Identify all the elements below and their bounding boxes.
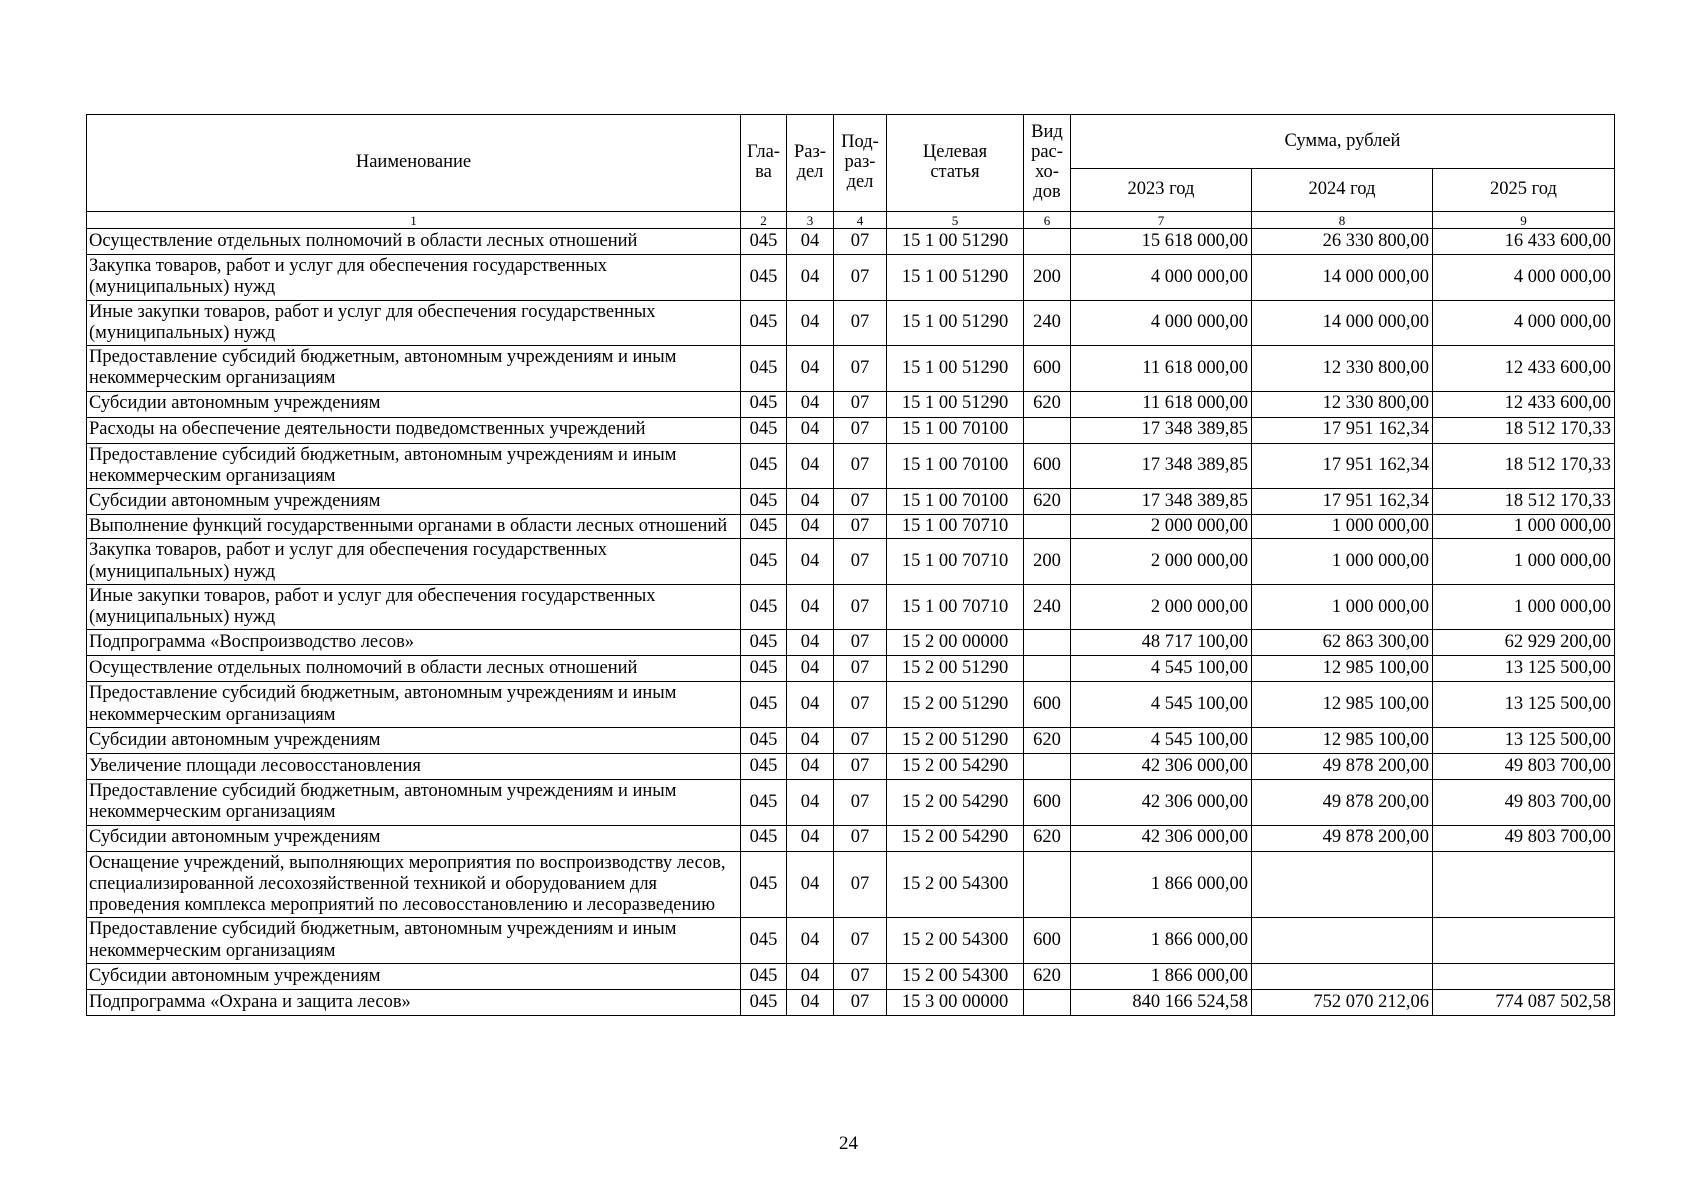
row-sum-2024: 49 878 200,00 (1252, 753, 1433, 779)
row-section: 04 (787, 727, 834, 753)
row-chapter: 045 (741, 851, 787, 918)
row-expense-type (1024, 989, 1071, 1015)
row-expense-type: 240 (1024, 584, 1071, 630)
row-sum-2024: 17 951 162,34 (1252, 443, 1433, 489)
row-subsection: 07 (834, 300, 887, 346)
row-name: Предоставление субсидий бюджетным, автономным учреждениям и иным некоммерческим организациям (87, 779, 741, 825)
column-number-1: 1 (87, 212, 741, 229)
row-section: 04 (787, 515, 834, 539)
row-chapter: 045 (741, 417, 787, 443)
row-sum-2023: 17 348 389,85 (1071, 443, 1252, 489)
row-section: 04 (787, 825, 834, 851)
row-sum-2023: 42 306 000,00 (1071, 753, 1252, 779)
row-target-item: 15 1 00 70100 (887, 417, 1024, 443)
row-sum-2023: 4 000 000,00 (1071, 255, 1252, 301)
header-chapter: Гла- ва (741, 115, 787, 212)
row-name: Предоставление субсидий бюджетным, автономным учреждениям и иным некоммерческим организациям (87, 443, 741, 489)
row-sum-2024: 12 330 800,00 (1252, 391, 1433, 417)
row-chapter: 045 (741, 443, 787, 489)
row-name: Осуществление отдельных полномочий в области лесных отношений (87, 656, 741, 682)
row-target-item: 15 2 00 51290 (887, 656, 1024, 682)
row-target-item: 15 1 00 70710 (887, 539, 1024, 585)
table-row (87, 489, 1615, 515)
row-sum-2023: 4 545 100,00 (1071, 682, 1252, 728)
row-target-item: 15 1 00 70710 (887, 515, 1024, 539)
row-target-item: 15 2 00 54300 (887, 963, 1024, 989)
row-sum-2023: 15 618 000,00 (1071, 229, 1252, 255)
row-target-item: 15 2 00 54300 (887, 851, 1024, 918)
row-target-item: 15 1 00 51290 (887, 300, 1024, 346)
row-subsection: 07 (834, 963, 887, 989)
row-sum-2024: 26 330 800,00 (1252, 229, 1433, 255)
row-chapter: 045 (741, 489, 787, 515)
row-sum-2025: 49 803 700,00 (1433, 825, 1615, 851)
row-subsection: 07 (834, 779, 887, 825)
row-section: 04 (787, 656, 834, 682)
row-name: Закупка товаров, работ и услуг для обеспечения государственных (муниципальных) нужд (87, 539, 741, 585)
row-sum-2025: 18 512 170,33 (1433, 489, 1615, 515)
row-expense-type: 600 (1024, 779, 1071, 825)
row-sum-2024: 49 878 200,00 (1252, 825, 1433, 851)
row-subsection: 07 (834, 630, 887, 656)
row-chapter: 045 (741, 255, 787, 301)
row-section: 04 (787, 630, 834, 656)
row-sum-2025: 1 000 000,00 (1433, 539, 1615, 585)
row-sum-2023: 48 717 100,00 (1071, 630, 1252, 656)
row-subsection: 07 (834, 229, 887, 255)
table-row (87, 443, 1615, 489)
table-row (87, 515, 1615, 539)
table-row (87, 417, 1615, 443)
row-sum-2024: 752 070 212,06 (1252, 989, 1433, 1015)
header-target-item: Целевая статья (887, 115, 1024, 212)
row-target-item: 15 2 00 54290 (887, 779, 1024, 825)
row-expense-type (1024, 656, 1071, 682)
budget-table (86, 114, 1615, 1016)
row-sum-2024: 1 000 000,00 (1252, 515, 1433, 539)
column-number-row (87, 212, 1615, 229)
table-row (87, 391, 1615, 417)
row-sum-2025: 12 433 600,00 (1433, 391, 1615, 417)
row-subsection: 07 (834, 391, 887, 417)
row-expense-type: 620 (1024, 391, 1071, 417)
row-expense-type: 600 (1024, 443, 1071, 489)
row-target-item: 15 2 00 54290 (887, 825, 1024, 851)
column-number-8: 8 (1252, 212, 1433, 229)
page-number: 24 (839, 1133, 858, 1154)
row-section: 04 (787, 682, 834, 728)
row-expense-type (1024, 515, 1071, 539)
row-sum-2023: 1 866 000,00 (1071, 918, 1252, 964)
row-section: 04 (787, 443, 834, 489)
row-sum-2025: 18 512 170,33 (1433, 417, 1615, 443)
row-sum-2023: 11 618 000,00 (1071, 391, 1252, 417)
table-row (87, 229, 1615, 255)
table-row (87, 727, 1615, 753)
row-target-item: 15 1 00 51290 (887, 229, 1024, 255)
row-section: 04 (787, 229, 834, 255)
row-expense-type: 620 (1024, 489, 1071, 515)
row-expense-type (1024, 851, 1071, 918)
row-sum-2023: 2 000 000,00 (1071, 584, 1252, 630)
table-row (87, 300, 1615, 346)
column-number-9: 9 (1433, 212, 1615, 229)
row-chapter: 045 (741, 963, 787, 989)
row-name: Субсидии автономным учреждениям (87, 963, 741, 989)
row-section: 04 (787, 346, 834, 392)
row-expense-type (1024, 630, 1071, 656)
row-sum-2025: 1 000 000,00 (1433, 584, 1615, 630)
row-sum-2025: 62 929 200,00 (1433, 630, 1615, 656)
table-row (87, 753, 1615, 779)
row-expense-type: 620 (1024, 825, 1071, 851)
row-expense-type: 200 (1024, 255, 1071, 301)
row-expense-type (1024, 417, 1071, 443)
row-target-item: 15 1 00 70100 (887, 489, 1024, 515)
row-sum-2025: 4 000 000,00 (1433, 300, 1615, 346)
column-number-3: 3 (787, 212, 834, 229)
row-sum-2023: 4 545 100,00 (1071, 656, 1252, 682)
row-sum-2024: 17 951 162,34 (1252, 489, 1433, 515)
row-expense-type: 600 (1024, 682, 1071, 728)
header-name: Наименование (87, 115, 741, 212)
row-expense-type: 620 (1024, 727, 1071, 753)
column-number-7: 7 (1071, 212, 1252, 229)
row-sum-2024: 1 000 000,00 (1252, 584, 1433, 630)
row-sum-2025: 4 000 000,00 (1433, 255, 1615, 301)
row-name: Подпрограмма «Воспроизводство лесов» (87, 630, 741, 656)
row-chapter: 045 (741, 229, 787, 255)
row-name: Расходы на обеспечение деятельности подведомственных учреждений (87, 417, 741, 443)
row-chapter: 045 (741, 753, 787, 779)
row-section: 04 (787, 539, 834, 585)
table-row (87, 682, 1615, 728)
column-number-5: 5 (887, 212, 1024, 229)
row-subsection: 07 (834, 443, 887, 489)
row-chapter: 045 (741, 539, 787, 585)
row-chapter: 045 (741, 989, 787, 1015)
row-target-item: 15 3 00 00000 (887, 989, 1024, 1015)
row-name: Предоставление субсидий бюджетным, автономным учреждениям и иным некоммерческим организациям (87, 682, 741, 728)
row-chapter: 045 (741, 779, 787, 825)
table-header (87, 115, 1615, 229)
row-sum-2024: 17 951 162,34 (1252, 417, 1433, 443)
table-row (87, 825, 1615, 851)
row-section: 04 (787, 918, 834, 964)
row-chapter: 045 (741, 584, 787, 630)
row-section: 04 (787, 489, 834, 515)
row-name: Выполнение функций государственными органами в области лесных отношений (87, 515, 741, 539)
table-body (87, 229, 1615, 1016)
row-section: 04 (787, 989, 834, 1015)
row-target-item: 15 1 00 51290 (887, 346, 1024, 392)
row-chapter: 045 (741, 630, 787, 656)
row-subsection: 07 (834, 346, 887, 392)
row-subsection: 07 (834, 255, 887, 301)
row-expense-type: 240 (1024, 300, 1071, 346)
row-expense-type: 200 (1024, 539, 1071, 585)
row-chapter: 045 (741, 346, 787, 392)
row-target-item: 15 2 00 54300 (887, 918, 1024, 964)
row-section: 04 (787, 963, 834, 989)
row-sum-2024: 12 330 800,00 (1252, 346, 1433, 392)
header-expense-type: Вид рас- хо- дов (1024, 115, 1071, 212)
row-subsection: 07 (834, 489, 887, 515)
row-subsection: 07 (834, 851, 887, 918)
row-name: Иные закупки товаров, работ и услуг для обеспечения государственных (муниципальных) нужд (87, 584, 741, 630)
row-chapter: 045 (741, 682, 787, 728)
row-expense-type: 600 (1024, 918, 1071, 964)
row-sum-2023: 1 866 000,00 (1071, 963, 1252, 989)
row-subsection: 07 (834, 539, 887, 585)
row-sum-2025: 774 087 502,58 (1433, 989, 1615, 1015)
row-subsection: 07 (834, 515, 887, 539)
row-target-item: 15 1 00 70710 (887, 584, 1024, 630)
header-year-2023: 2023 год (1071, 169, 1252, 212)
row-name: Субсидии автономным учреждениям (87, 825, 741, 851)
table-row (87, 255, 1615, 301)
header-section: Раз- дел (787, 115, 834, 212)
row-sum-2024: 12 985 100,00 (1252, 727, 1433, 753)
row-sum-2023: 4 545 100,00 (1071, 727, 1252, 753)
header-year-2025: 2025 год (1433, 169, 1615, 212)
row-section: 04 (787, 417, 834, 443)
row-target-item: 15 1 00 70100 (887, 443, 1024, 489)
row-sum-2024: 49 878 200,00 (1252, 779, 1433, 825)
row-chapter: 045 (741, 918, 787, 964)
row-sum-2024: 12 985 100,00 (1252, 682, 1433, 728)
row-expense-type: 600 (1024, 346, 1071, 392)
row-sum-2024: 62 863 300,00 (1252, 630, 1433, 656)
row-chapter: 045 (741, 656, 787, 682)
table-row (87, 779, 1615, 825)
column-number-2: 2 (741, 212, 787, 229)
row-section: 04 (787, 300, 834, 346)
row-section: 04 (787, 753, 834, 779)
row-chapter: 045 (741, 300, 787, 346)
row-name: Подпрограмма «Охрана и защита лесов» (87, 989, 741, 1015)
row-name: Субсидии автономным учреждениям (87, 727, 741, 753)
row-section: 04 (787, 391, 834, 417)
table-row (87, 918, 1615, 964)
table-row (87, 539, 1615, 585)
row-sum-2023: 42 306 000,00 (1071, 779, 1252, 825)
row-sum-2025: 18 512 170,33 (1433, 443, 1615, 489)
row-sum-2023: 840 166 524,58 (1071, 989, 1252, 1015)
row-chapter: 045 (741, 727, 787, 753)
row-sum-2024 (1252, 851, 1433, 918)
row-subsection: 07 (834, 989, 887, 1015)
row-section: 04 (787, 255, 834, 301)
row-sum-2023: 2 000 000,00 (1071, 515, 1252, 539)
row-expense-type (1024, 229, 1071, 255)
row-sum-2025: 49 803 700,00 (1433, 779, 1615, 825)
row-sum-2025: 13 125 500,00 (1433, 727, 1615, 753)
row-sum-2025: 16 433 600,00 (1433, 229, 1615, 255)
row-sum-2024 (1252, 963, 1433, 989)
column-number-4: 4 (834, 212, 887, 229)
row-subsection: 07 (834, 825, 887, 851)
table-row (87, 346, 1615, 392)
row-sum-2023: 42 306 000,00 (1071, 825, 1252, 851)
row-sum-2025: 49 803 700,00 (1433, 753, 1615, 779)
row-target-item: 15 1 00 51290 (887, 391, 1024, 417)
row-chapter: 045 (741, 825, 787, 851)
row-sum-2023: 1 866 000,00 (1071, 851, 1252, 918)
row-section: 04 (787, 851, 834, 918)
row-sum-2024: 12 985 100,00 (1252, 656, 1433, 682)
row-sum-2025: 13 125 500,00 (1433, 656, 1615, 682)
row-sum-2024: 14 000 000,00 (1252, 300, 1433, 346)
row-chapter: 045 (741, 391, 787, 417)
row-sum-2023: 17 348 389,85 (1071, 489, 1252, 515)
row-sum-2023: 4 000 000,00 (1071, 300, 1252, 346)
row-sum-2025: 13 125 500,00 (1433, 682, 1615, 728)
row-expense-type (1024, 753, 1071, 779)
row-section: 04 (787, 779, 834, 825)
row-target-item: 15 2 00 54290 (887, 753, 1024, 779)
row-chapter: 045 (741, 515, 787, 539)
row-sum-2024: 1 000 000,00 (1252, 539, 1433, 585)
row-name: Увеличение площади лесовосстановления (87, 753, 741, 779)
row-name: Предоставление субсидий бюджетным, автономным учреждениям и иным некоммерческим организациям (87, 918, 741, 964)
row-subsection: 07 (834, 918, 887, 964)
row-sum-2023: 2 000 000,00 (1071, 539, 1252, 585)
table-row (87, 584, 1615, 630)
row-name: Оснащение учреждений, выполняющих мероприятия по воспроизводству лесов, специализированной лесохозяйственной техникой и оборудованием для проведения комплекса мероприятий по лесовосстановлению и лесоразведению (87, 851, 741, 918)
row-subsection: 07 (834, 584, 887, 630)
row-sum-2025: 12 433 600,00 (1433, 346, 1615, 392)
row-sum-2025 (1433, 963, 1615, 989)
row-name: Субсидии автономным учреждениям (87, 489, 741, 515)
row-target-item: 15 2 00 51290 (887, 682, 1024, 728)
row-sum-2024: 14 000 000,00 (1252, 255, 1433, 301)
row-subsection: 07 (834, 417, 887, 443)
table-row (87, 630, 1615, 656)
table-row (87, 656, 1615, 682)
row-subsection: 07 (834, 682, 887, 728)
row-sum-2023: 11 618 000,00 (1071, 346, 1252, 392)
table-row (87, 851, 1615, 918)
table-row (87, 963, 1615, 989)
row-name: Субсидии автономным учреждениям (87, 391, 741, 417)
header-subsection: Под- раз- дел (834, 115, 887, 212)
row-sum-2025 (1433, 851, 1615, 918)
row-sum-2025: 1 000 000,00 (1433, 515, 1615, 539)
row-sum-2024 (1252, 918, 1433, 964)
row-expense-type: 620 (1024, 963, 1071, 989)
row-sum-2025 (1433, 918, 1615, 964)
row-subsection: 07 (834, 656, 887, 682)
row-target-item: 15 2 00 00000 (887, 630, 1024, 656)
header-sum: Сумма, рублей (1071, 115, 1615, 169)
header-year-2024: 2024 год (1252, 169, 1433, 212)
row-subsection: 07 (834, 753, 887, 779)
column-number-6: 6 (1024, 212, 1071, 229)
row-name: Осуществление отдельных полномочий в области лесных отношений (87, 229, 741, 255)
row-subsection: 07 (834, 727, 887, 753)
row-name: Предоставление субсидий бюджетным, автономным учреждениям и иным некоммерческим организациям (87, 346, 741, 392)
row-target-item: 15 1 00 51290 (887, 255, 1024, 301)
row-name: Иные закупки товаров, работ и услуг для обеспечения государственных (муниципальных) нужд (87, 300, 741, 346)
row-sum-2023: 17 348 389,85 (1071, 417, 1252, 443)
row-target-item: 15 2 00 51290 (887, 727, 1024, 753)
table-row (87, 989, 1615, 1015)
row-section: 04 (787, 584, 834, 630)
row-name: Закупка товаров, работ и услуг для обеспечения государственных (муниципальных) нужд (87, 255, 741, 301)
